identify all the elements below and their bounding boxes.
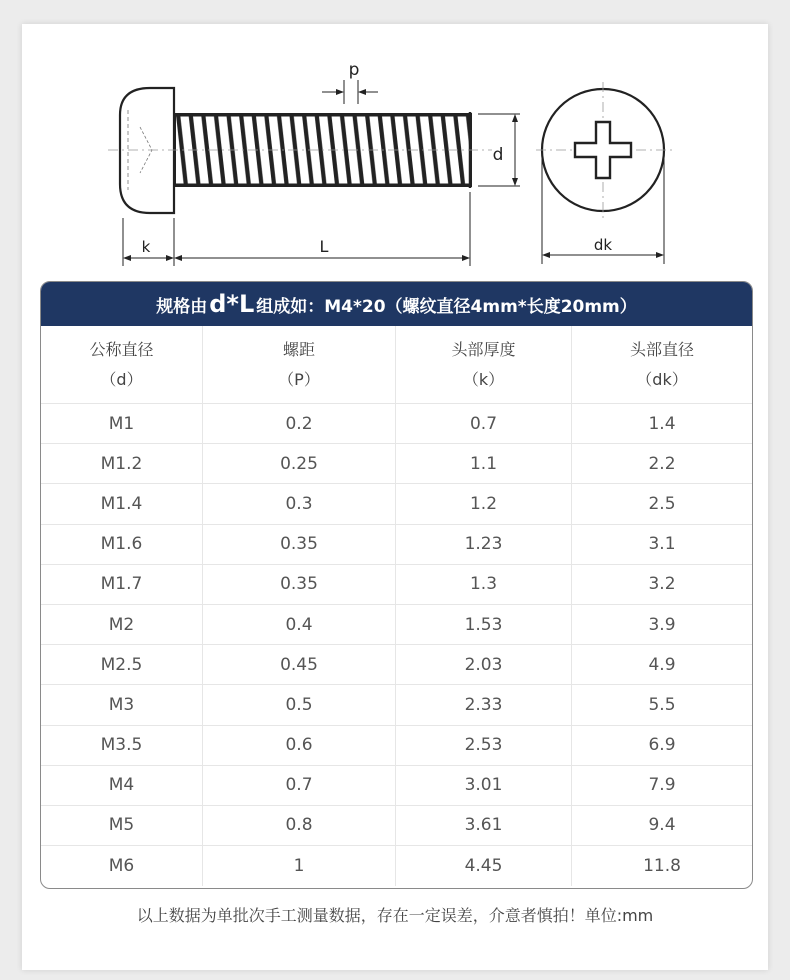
table-title [41, 282, 752, 326]
cell-pitch: 0.35 [203, 565, 396, 604]
cell-head-diameter: 3.2 [648, 574, 676, 595]
header-symbol: （d） [100, 369, 143, 389]
table-row [41, 766, 752, 806]
table-row [41, 645, 752, 685]
cell-pitch: 0.35 [203, 525, 396, 564]
header-cell [41, 326, 203, 403]
cell-diameter: M6 [41, 846, 203, 886]
cell-diameter: M3 [41, 685, 203, 724]
cell-head-diameter: 2.5 [648, 493, 676, 514]
cell-head-diameter: 3.1 [648, 534, 676, 555]
table-row [41, 565, 752, 605]
header-name: 螺距 [282, 339, 315, 359]
head-diameter-label: dk [593, 236, 613, 254]
cell-head-height: 2.33 [396, 685, 572, 724]
cell-head-height: 1.23 [396, 525, 572, 564]
table-header-row [41, 326, 752, 404]
cell-head-height: 2.03 [396, 645, 572, 684]
cell-diameter: M1.2 [41, 444, 203, 483]
header-cell [396, 326, 572, 403]
cell-head-height: 1.3 [396, 565, 572, 604]
cell-head-height: 0.7 [396, 404, 572, 443]
table-row [41, 685, 752, 725]
cell-head-diameter: 5.5 [648, 694, 676, 715]
cell-head-diameter: 6.9 [648, 735, 676, 756]
cell-pitch: 0.8 [203, 806, 396, 845]
cell-pitch: 0.25 [203, 444, 396, 483]
header-cell [572, 326, 752, 403]
table-row [41, 444, 752, 484]
cell-head-height: 4.45 [396, 846, 572, 886]
cell-head-height: 1.2 [396, 484, 572, 523]
table-row [41, 605, 752, 645]
table-row [41, 846, 752, 886]
table-row [41, 404, 752, 444]
diameter-label: d [492, 145, 504, 165]
cell-diameter: M3.5 [41, 726, 203, 765]
title-formula: d*L [209, 290, 255, 318]
title-suffix: 组成如：M4*20（螺纹直径4mm*长度20mm） [256, 296, 637, 317]
screw-head [120, 88, 174, 213]
cell-head-diameter: 4.9 [648, 654, 676, 675]
cell-pitch: 0.2 [203, 404, 396, 443]
cell-diameter: M1.6 [41, 525, 203, 564]
cell-pitch: 0.6 [203, 726, 396, 765]
cell-head-height: 1.53 [396, 605, 572, 644]
footnote: 以上数据为单批次手工测量数据，存在一定误差，介意者慎拍！单位:mm [136, 906, 654, 925]
cell-diameter: M2.5 [41, 645, 203, 684]
head-height-label: k [141, 238, 151, 256]
cell-head-height: 2.53 [396, 726, 572, 765]
cell-pitch: 0.5 [203, 685, 396, 724]
cell-head-diameter: 3.9 [648, 614, 676, 635]
header-symbol: （dk） [636, 369, 688, 389]
table-row [41, 726, 752, 766]
header-name: 公称直径 [89, 339, 154, 359]
header-name: 头部厚度 [451, 339, 516, 359]
cell-diameter: M4 [41, 766, 203, 805]
cell-pitch: 0.4 [203, 605, 396, 644]
table-grid [41, 326, 752, 886]
title-prefix: 规格由 [156, 296, 208, 317]
cell-head-height: 3.61 [396, 806, 572, 845]
header-symbol: （P） [278, 369, 320, 389]
screw-diagram [0, 0, 790, 275]
header-symbol: （k） [462, 369, 505, 389]
cell-head-diameter: 7.9 [648, 775, 676, 796]
table-row [41, 525, 752, 565]
cell-diameter: M1 [41, 404, 203, 443]
cell-diameter: M2 [41, 605, 203, 644]
cell-diameter: M1.7 [41, 565, 203, 604]
cell-diameter: M5 [41, 806, 203, 845]
header-cell [203, 326, 396, 403]
cell-head-diameter: 11.8 [643, 856, 681, 877]
cell-diameter: M1.4 [41, 484, 203, 523]
spec-table [40, 281, 753, 889]
table-row [41, 806, 752, 846]
cell-head-height: 3.01 [396, 766, 572, 805]
pitch-label: p [348, 60, 360, 80]
header-name: 头部直径 [629, 339, 694, 359]
cell-head-diameter: 9.4 [648, 815, 676, 836]
cell-head-diameter: 2.2 [648, 453, 676, 474]
table-row [41, 484, 752, 524]
length-label: L [319, 237, 329, 256]
cell-pitch: 0.7 [203, 766, 396, 805]
cell-head-height: 1.1 [396, 444, 572, 483]
cell-pitch: 1 [203, 846, 396, 886]
cell-pitch: 0.3 [203, 484, 396, 523]
cell-pitch: 0.45 [203, 645, 396, 684]
cell-head-diameter: 1.4 [648, 413, 676, 434]
